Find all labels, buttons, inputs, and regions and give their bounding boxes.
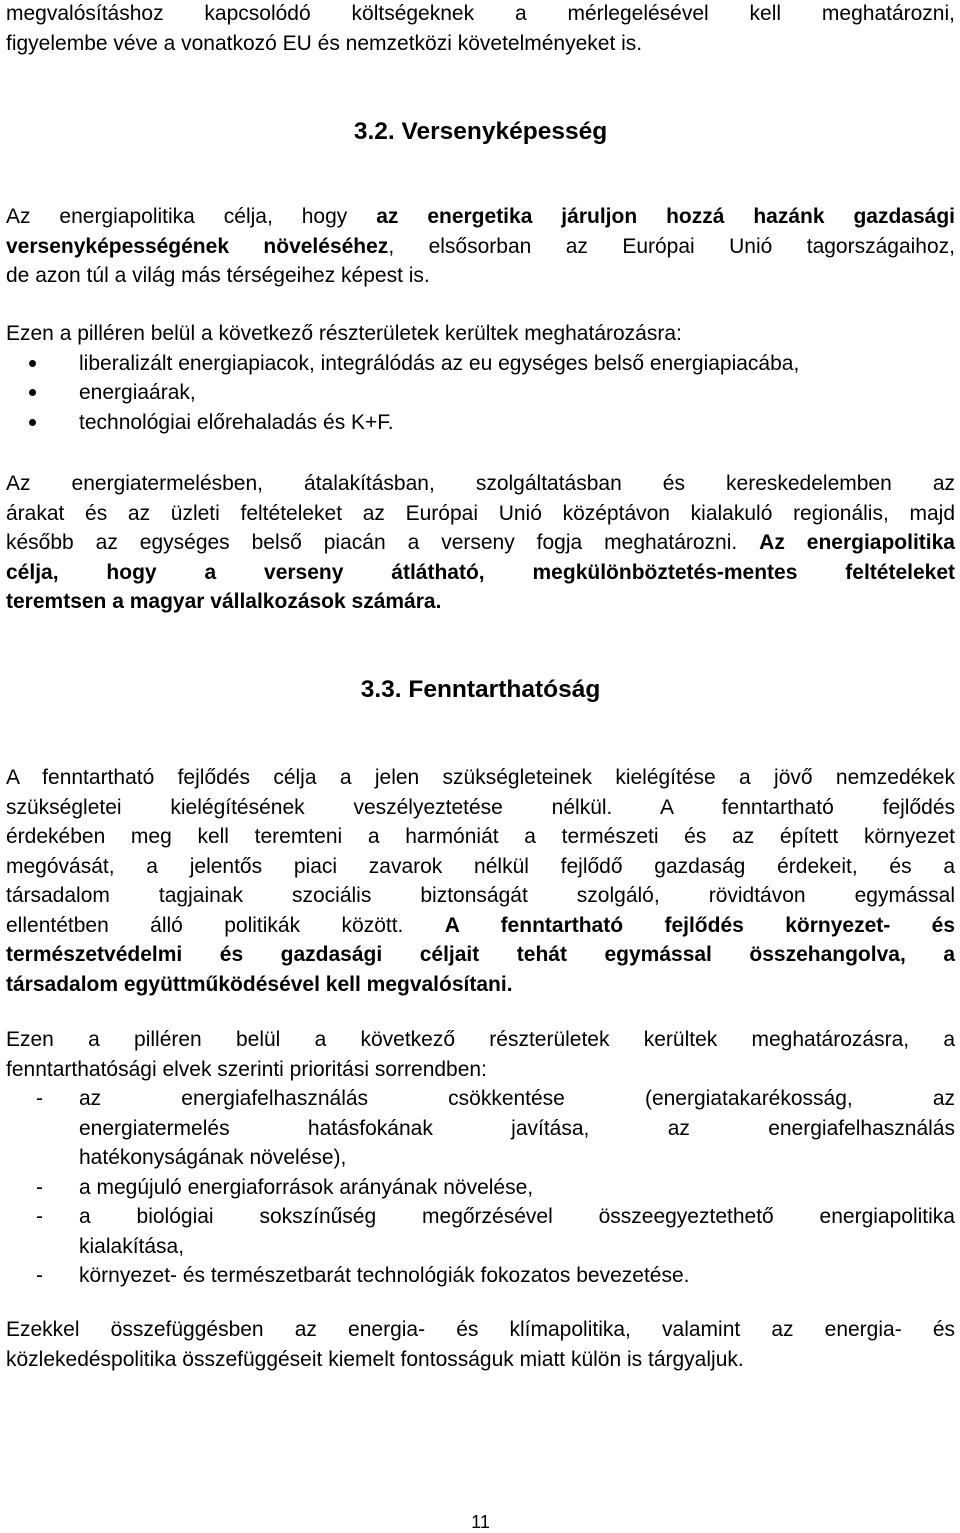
list-item-line: energiatermelés hatásfokának javítása, az energiafelhasználás bbox=[79, 1116, 955, 1140]
intro-paragraph bbox=[6, 0, 955, 58]
intro-line-1: megvalósításhoz kapcsolódó költségeknek a mérlegelésével kell meghatározni, bbox=[6, 2, 955, 25]
paragraph-line: teremtsen a magyar vállalkozások számára. bbox=[6, 590, 442, 613]
paragraph-line: árakat és az üzleti feltételeket az Európai Unió középtávon kialakuló regionális, majd bbox=[6, 501, 955, 525]
fenntarthatosag-paragraph-2 bbox=[6, 1025, 955, 1291]
paragraph-line: de azon túl a világ más térségeihez képest is. bbox=[6, 264, 430, 287]
bold-text-run: Az energiapolitika bbox=[759, 531, 955, 554]
bold-text-run: versenyképességének növeléséhez bbox=[6, 234, 389, 258]
paragraph-line: társadalom tagjainak szociális biztonságát szolgáló, rövidtávon egymással bbox=[6, 884, 955, 907]
list-item-text: energiaárak, bbox=[79, 381, 196, 404]
list-item-line: a biológiai sokszínűség megőrzésével összeegyeztethető energiapolitika bbox=[79, 1205, 955, 1228]
versenykepesseg-paragraph-1 bbox=[6, 202, 955, 291]
dash-marker: - bbox=[36, 1205, 43, 1228]
list-item-line: az energiafelhasználás csökkentése (energiatakarékosság, az bbox=[79, 1087, 955, 1110]
paragraph-line: célja, hogy a verseny átlátható, megkülönböztetés-mentes feltételeket bbox=[6, 560, 955, 584]
section-heading-3-3: 3.3. Fenntarthatóság bbox=[360, 676, 601, 703]
text-run: , elsősorban az Európai Unió tagországaihoz, bbox=[388, 234, 955, 258]
list-item-text: technológiai előrehaladás és K+F. bbox=[79, 410, 394, 434]
paragraph-line: Ezen a pilléren belül a következő részterületek kerültek meghatározásra: bbox=[6, 322, 682, 345]
text-run: ellentétben álló politikák között. bbox=[6, 913, 445, 937]
list-item bbox=[6, 378, 955, 408]
text-run: később az egységes belső piacán a verseny fogja meghatározni. bbox=[6, 531, 760, 554]
section-heading-3-2: 3.2. Versenyképesség bbox=[353, 118, 608, 145]
page-number: 11 bbox=[471, 1512, 490, 1532]
dash-list bbox=[6, 1084, 955, 1291]
bullet-icon bbox=[29, 360, 36, 367]
paragraph-line: Ezekkel összefüggésben az energia- és klímapolitika, valamint az energia- és bbox=[6, 1318, 955, 1341]
paragraph-line: Ezen a pilléren belül a következő részterületek kerültek meghatározásra, a bbox=[6, 1028, 955, 1051]
list-item bbox=[6, 1084, 955, 1173]
list-item-line: kialakítása, bbox=[79, 1234, 185, 1258]
list-item bbox=[6, 1202, 955, 1261]
bullet-icon bbox=[29, 389, 36, 396]
bullet-icon bbox=[29, 419, 36, 426]
fenntarthatosag-paragraph-1 bbox=[6, 763, 955, 999]
bold-text-run: A fenntartható fejlődés környezet- és bbox=[444, 913, 956, 937]
paragraph-line: érdekében meg kell teremteni a harmóniát a természeti és az épített környezet bbox=[6, 825, 955, 848]
intro-line-2: figyelembe véve a vonatkozó EU és nemzetközi követelményeket is. bbox=[6, 31, 643, 55]
list-item bbox=[6, 349, 955, 379]
paragraph-line: A fenntartható fejlődés célja a jelen szükségleteinek kielégítése a jövő nemzedékek bbox=[6, 766, 955, 789]
paragraph-line bbox=[6, 202, 955, 232]
list-item-line: hatékonyságának növelése), bbox=[79, 1146, 347, 1169]
versenykepesseg-paragraph-3 bbox=[6, 469, 955, 617]
paragraph-line bbox=[6, 232, 955, 262]
dash-marker: - bbox=[36, 1175, 43, 1199]
list-item-text: liberalizált energiapiacok, integrálódás az eu egységes belső energiapiacába, bbox=[79, 351, 800, 375]
dash-marker: - bbox=[36, 1264, 43, 1287]
text-run: Az energiapolitika célja, hogy bbox=[6, 205, 377, 228]
list-item-line: a megújuló energiaforrások arányának növelése, bbox=[79, 1175, 534, 1199]
paragraph-line bbox=[6, 911, 955, 941]
fenntarthatosag-paragraph-3 bbox=[6, 1315, 955, 1374]
list-item-line: környezet- és természetbarát technológiák fokozatos bevezetése. bbox=[79, 1264, 690, 1287]
paragraph-line: fenntarthatósági elvek szerinti prioritási sorrendben: bbox=[6, 1057, 487, 1081]
paragraph-line: természetvédelmi és gazdasági céljait tehát egymással összehangolva, a bbox=[6, 943, 955, 966]
list-item bbox=[6, 1173, 955, 1203]
list-item bbox=[6, 1261, 955, 1291]
paragraph-line: szükségletei kielégítésének veszélyeztetése nélkül. A fenntartható fejlődés bbox=[6, 795, 955, 819]
bold-text-run: az energetika járuljon hozzá hazánk gazdasági bbox=[376, 205, 955, 228]
bullet-list bbox=[6, 349, 955, 438]
versenykepesseg-paragraph-2 bbox=[6, 319, 955, 437]
list-item bbox=[6, 408, 955, 438]
paragraph-line: megóvását, a jelentős piaci zavarok nélkül fejlődő gazdaság érdekeit, és a bbox=[6, 854, 955, 878]
dash-marker: - bbox=[36, 1087, 43, 1110]
paragraph-line: közlekedéspolitika összefüggéseit kiemelt fontosságuk miatt külön is tárgyaljuk. bbox=[6, 1347, 744, 1371]
paragraph-line: társadalom együttműködésével kell megvalósítani. bbox=[6, 972, 513, 996]
paragraph-line bbox=[6, 528, 955, 558]
paragraph-line: Az energiatermelésben, átalakításban, szolgáltatásban és kereskedelemben az bbox=[6, 472, 955, 495]
